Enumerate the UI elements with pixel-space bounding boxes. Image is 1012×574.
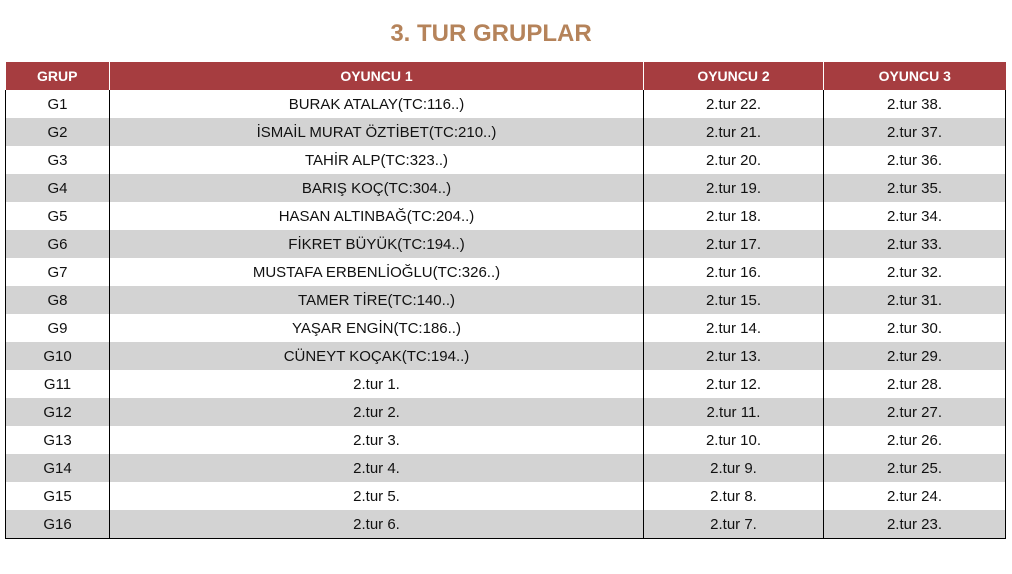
header-grup: GRUP xyxy=(6,62,110,90)
player-1-cell: MUSTAFA ERBENLİOĞLU(TC:326..) xyxy=(110,258,644,286)
player-2-cell: 2.tur 14. xyxy=(644,314,824,342)
table-row xyxy=(6,202,1006,230)
header-row xyxy=(6,62,1006,90)
player-1-cell: CÜNEYT KOÇAK(TC:194..) xyxy=(110,342,644,370)
table-header xyxy=(6,62,1006,90)
group-cell: G9 xyxy=(6,314,110,342)
player-3-cell: 2.tur 34. xyxy=(824,202,1006,230)
header-oyuncu-3: OYUNCU 3 xyxy=(824,62,1006,90)
group-cell: G13 xyxy=(6,426,110,454)
player-1-cell: 2.tur 2. xyxy=(110,398,644,426)
player-2-cell: 2.tur 22. xyxy=(644,90,824,118)
table-row xyxy=(6,90,1006,118)
table-row xyxy=(6,398,1006,426)
player-1-cell: FİKRET BÜYÜK(TC:194..) xyxy=(110,230,644,258)
group-cell: G4 xyxy=(6,174,110,202)
table-row xyxy=(6,342,1006,370)
table-row xyxy=(6,370,1006,398)
player-1-cell: BURAK ATALAY(TC:116..) xyxy=(110,90,644,118)
table-row xyxy=(6,454,1006,482)
player-3-cell: 2.tur 29. xyxy=(824,342,1006,370)
player-3-cell: 2.tur 26. xyxy=(824,426,1006,454)
player-1-cell: İSMAİL MURAT ÖZTİBET(TC:210..) xyxy=(110,118,644,146)
table-row xyxy=(6,174,1006,202)
player-3-cell: 2.tur 35. xyxy=(824,174,1006,202)
player-1-cell: TAHİR ALP(TC:323..) xyxy=(110,146,644,174)
player-1-cell: BARIŞ KOÇ(TC:304..) xyxy=(110,174,644,202)
player-2-cell: 2.tur 12. xyxy=(644,370,824,398)
player-2-cell: 2.tur 18. xyxy=(644,202,824,230)
group-cell: G6 xyxy=(6,230,110,258)
header-oyuncu-1: OYUNCU 1 xyxy=(110,62,644,90)
player-3-cell: 2.tur 23. xyxy=(824,510,1006,539)
player-2-cell: 2.tur 21. xyxy=(644,118,824,146)
player-1-cell: HASAN ALTINBAĞ(TC:204..) xyxy=(110,202,644,230)
player-2-cell: 2.tur 15. xyxy=(644,286,824,314)
group-cell: G1 xyxy=(6,90,110,118)
player-2-cell: 2.tur 9. xyxy=(644,454,824,482)
player-1-cell: YAŞAR ENGİN(TC:186..) xyxy=(110,314,644,342)
player-2-cell: 2.tur 20. xyxy=(644,146,824,174)
player-2-cell: 2.tur 11. xyxy=(644,398,824,426)
table-row xyxy=(6,426,1006,454)
player-1-cell: 2.tur 3. xyxy=(110,426,644,454)
group-cell: G7 xyxy=(6,258,110,286)
player-3-cell: 2.tur 36. xyxy=(824,146,1006,174)
player-1-cell: 2.tur 6. xyxy=(110,510,644,539)
group-cell: G5 xyxy=(6,202,110,230)
group-cell: G14 xyxy=(6,454,110,482)
group-cell: G16 xyxy=(6,510,110,539)
table-row xyxy=(6,258,1006,286)
group-cell: G8 xyxy=(6,286,110,314)
player-3-cell: 2.tur 33. xyxy=(824,230,1006,258)
player-2-cell: 2.tur 10. xyxy=(644,426,824,454)
player-3-cell: 2.tur 30. xyxy=(824,314,1006,342)
player-2-cell: 2.tur 13. xyxy=(644,342,824,370)
player-3-cell: 2.tur 24. xyxy=(824,482,1006,510)
group-cell: G3 xyxy=(6,146,110,174)
page-title: 3. TUR GRUPLAR xyxy=(390,20,592,47)
table-row xyxy=(6,314,1006,342)
table-row xyxy=(6,510,1006,539)
group-cell: G2 xyxy=(6,118,110,146)
player-3-cell: 2.tur 25. xyxy=(824,454,1006,482)
player-2-cell: 2.tur 7. xyxy=(644,510,824,539)
groups-table xyxy=(5,62,1006,539)
group-cell: G12 xyxy=(6,398,110,426)
player-3-cell: 2.tur 28. xyxy=(824,370,1006,398)
player-1-cell: TAMER TİRE(TC:140..) xyxy=(110,286,644,314)
player-2-cell: 2.tur 16. xyxy=(644,258,824,286)
table-row xyxy=(6,286,1006,314)
player-3-cell: 2.tur 31. xyxy=(824,286,1006,314)
group-cell: G11 xyxy=(6,370,110,398)
player-3-cell: 2.tur 38. xyxy=(824,90,1006,118)
player-3-cell: 2.tur 32. xyxy=(824,258,1006,286)
table-row xyxy=(6,482,1006,510)
group-cell: G10 xyxy=(6,342,110,370)
table-row xyxy=(6,146,1006,174)
player-2-cell: 2.tur 19. xyxy=(644,174,824,202)
player-1-cell: 2.tur 1. xyxy=(110,370,644,398)
player-3-cell: 2.tur 37. xyxy=(824,118,1006,146)
player-2-cell: 2.tur 8. xyxy=(644,482,824,510)
table-body xyxy=(6,90,1006,539)
player-1-cell: 2.tur 5. xyxy=(110,482,644,510)
player-1-cell: 2.tur 4. xyxy=(110,454,644,482)
group-cell: G15 xyxy=(6,482,110,510)
player-2-cell: 2.tur 17. xyxy=(644,230,824,258)
header-oyuncu-2: OYUNCU 2 xyxy=(644,62,824,90)
table-row xyxy=(6,118,1006,146)
table-row xyxy=(6,230,1006,258)
player-3-cell: 2.tur 27. xyxy=(824,398,1006,426)
